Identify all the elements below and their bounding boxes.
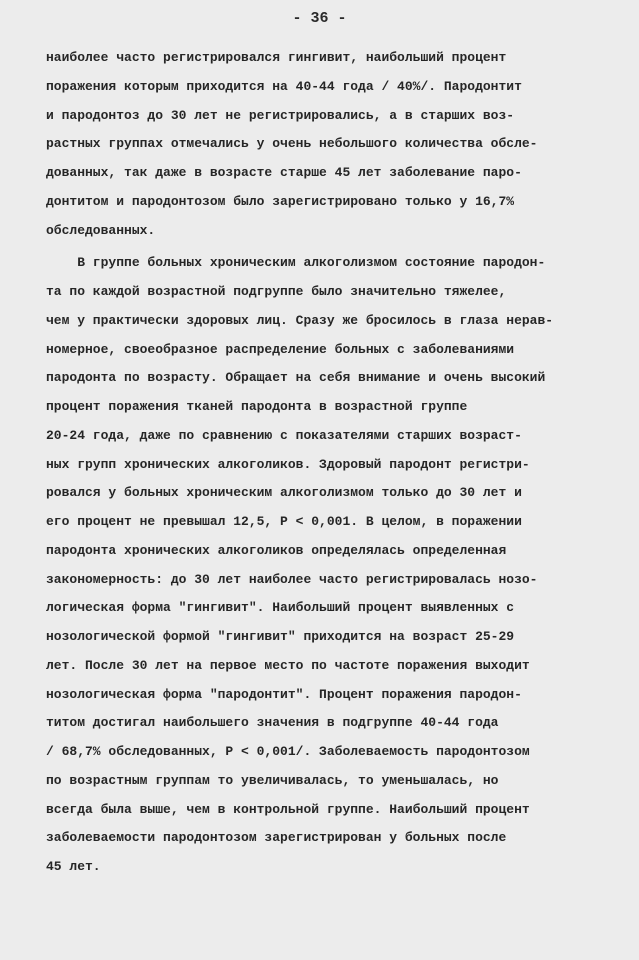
text-line: титом достигал наибольшего значения в подгруппе 40-44 года: [46, 715, 499, 731]
text-line: В группе больных хроническим алкоголизмом состояние пародон-: [46, 255, 546, 271]
text-line: лет. После 30 лет на первое место по частоте поражения выходит: [46, 657, 530, 673]
text-line: / 68,7% обследованных, P < 0,001/. Заболеваемость пародонтозом: [46, 744, 530, 759]
text-line: растных группах отмечались у очень небольшого количества обсле-: [46, 136, 538, 152]
text-line: и пародонтоз до 30 лет не регистрировались, а в старших воз-: [46, 107, 515, 123]
text-line: ных групп хронических алкоголиков. Здоровый пародонт регистри-: [46, 456, 530, 472]
text-line: логическая форма "гингивит". Наибольший процент выявленных с: [46, 600, 515, 616]
text-line: донтитом и пародонтозом было зарегистрировано только у 16,7%: [46, 193, 515, 209]
text-line: 45 лет.: [46, 859, 101, 874]
text-line: та по каждой возрастной подгруппе было значительно тяжелее,: [46, 284, 507, 299]
text-line: обследованных.: [46, 222, 156, 238]
body-text: [46, 44, 598, 882]
text-line: заболеваемости пародонтозом зарегистрирован у больных после: [46, 830, 507, 846]
text-line: наиболее часто регистрировался гингивит, наибольший процент: [46, 50, 507, 65]
text-line: дованных, так даже в возрасте старше 45 лет заболевание паро-: [46, 165, 522, 180]
text-line: нозологической формой "гингивит" приходится на возраст 25-29: [46, 629, 515, 644]
text-line: всегда была выше, чем в контрольной группе. Наибольший процент: [46, 801, 530, 817]
text-line: номерное, своеобразное распределение больных с заболеваниями: [46, 341, 515, 357]
text-line: поражения которым приходится на 40-44 года / 40%/. Пародонтит: [46, 78, 522, 94]
text-line: ровался у больных хроническим алкоголизмом только до 30 лет и: [46, 485, 522, 501]
text-line: процент поражения тканей пародонта в возрастной группе: [46, 399, 468, 414]
text-line: его процент не превышал 12,5, P < 0,001. В целом, в поражении: [46, 514, 522, 529]
text-line: пародонта хронических алкоголиков определялась определенная: [46, 542, 507, 558]
page-number: - 36 -: [292, 10, 347, 27]
text-line: пародонта по возрасту. Обращает на себя внимание и очень высокий: [46, 370, 546, 386]
text-line: нозологическая форма "пародонтит". Процент поражения пародон-: [46, 686, 522, 702]
paragraph-1: [46, 44, 598, 245]
paragraph-2: [46, 249, 598, 882]
text-line: по возрастным группам то увеличивалась, то уменьшалась, но: [46, 772, 499, 788]
text-line: 20-24 года, даже по сравнению с показателями старших возраст-: [46, 427, 522, 443]
text-line: чем у практически здоровых лиц. Сразу же бросилось в глаза нерав-: [46, 312, 554, 328]
text-line: закономерность: до 30 лет наиболее часто регистрировалась нозо-: [46, 571, 538, 587]
